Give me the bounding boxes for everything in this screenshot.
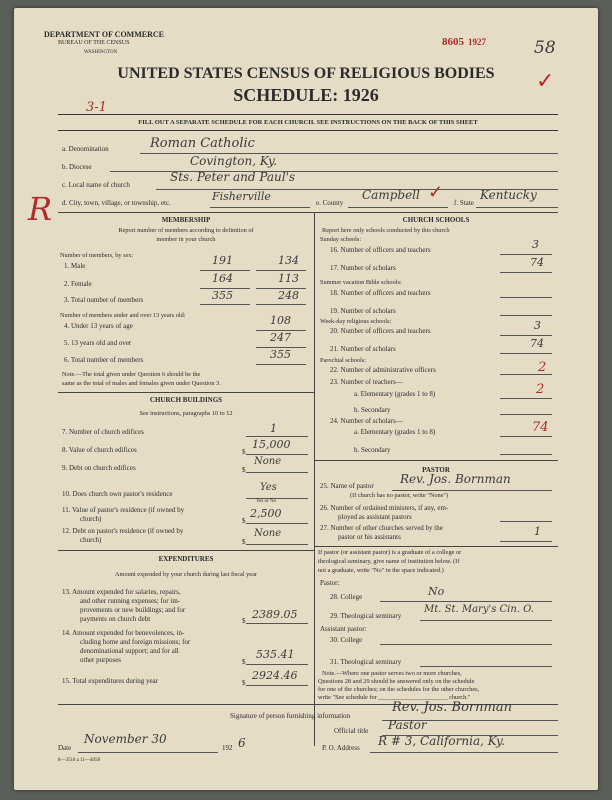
q7-value: 1 — [270, 422, 277, 435]
pastor-note: Note.—Where one pastor serves two or more churches, — [322, 670, 462, 677]
graduate-instructions: not a graduate, write "No" in the space indicated.) — [318, 567, 444, 574]
q23-label: 23. Number of teachers— — [330, 378, 403, 386]
city-label: d. City, town, village, or township, etc. — [62, 199, 171, 207]
official-title-value: Pastor — [388, 718, 427, 732]
q4-value: 108 — [270, 314, 291, 327]
date-label: Date — [58, 744, 72, 752]
department-name: DEPARTMENT OF COMMERCE — [44, 30, 165, 39]
signature-label: Signature of person furnishing information — [230, 712, 351, 720]
official-title-label: Official title — [334, 727, 369, 735]
form-title: UNITED STATES CENSUS OF RELIGIOUS BODIES — [117, 65, 495, 82]
form-number: 8—3518 a 11—4058 — [58, 758, 101, 763]
q6-value: 355 — [270, 348, 291, 361]
q1-label: 1. Male — [64, 262, 86, 270]
q6-label: 6. Total number of members — [64, 356, 144, 364]
q21-value: 74 — [530, 337, 544, 350]
membership-intro: Report number of members according to definition of — [118, 227, 254, 234]
q14-label: other purposes — [80, 656, 122, 664]
pastor-heading: PASTOR — [422, 466, 450, 474]
city-value: Fisherville — [212, 190, 271, 203]
q2-label: 2. Female — [64, 280, 92, 288]
q3-value: 355 — [212, 289, 233, 302]
q23b-label: b. Secondary — [354, 406, 391, 414]
q22-value: 2 — [538, 360, 547, 375]
dollar-sign: $ — [242, 658, 246, 666]
address-value: R # 3, California, Ky. — [378, 734, 505, 748]
q15-value: 2924.46 — [252, 669, 298, 682]
buildings-heading: CHURCH BUILDINGS — [149, 396, 223, 404]
q29-value: Mt. St. Mary's Cin. O. — [424, 604, 534, 615]
weekday-label: Week-day religious schools: — [320, 318, 392, 325]
q9-value: None — [254, 456, 282, 467]
q1-value-alt: 134 — [278, 254, 299, 267]
signature-value: Rev. Jos. Bornman — [392, 700, 512, 715]
state-label: f. State — [454, 199, 474, 207]
q22-label: 22. Number of administrative officers — [330, 366, 436, 374]
dollar-sign: $ — [242, 448, 246, 456]
q21-label: 21. Number of scholars — [330, 345, 396, 353]
church-name-value: Sts. Peter and Paul's — [170, 170, 296, 184]
q11-label: church) — [80, 515, 102, 523]
diocese-value: Covington, Ky. — [190, 154, 278, 168]
received-stamp — [442, 36, 486, 48]
q12-value: None — [254, 528, 282, 539]
q24-label: 24. Number of scholars— — [330, 417, 403, 425]
q8-value: 15,000 — [252, 438, 291, 451]
dollar-sign: $ — [242, 679, 246, 687]
instruction-bar: FILL OUT A SEPARATE SCHEDULE FOR EACH CHURCH. SEE INSTRUCTIONS ON THE BACK OF THIS SHEET — [58, 114, 558, 131]
q29-label: 29. Theological seminary — [330, 612, 402, 620]
stamp-number: 8605 — [442, 36, 464, 48]
q19-label: 19. Number of scholars — [330, 307, 396, 315]
denomination-label: a. Denomination — [62, 145, 109, 153]
q23a-label: a. Elementary (grades 1 to 8) — [354, 390, 436, 398]
dollar-sign: $ — [242, 617, 246, 625]
q8-label: 8. Value of church edifices — [62, 446, 137, 454]
q17-label: 17. Number of scholars — [330, 264, 396, 272]
date-value: November 30 — [84, 732, 167, 746]
pastor-note: Questions 28 and 29 should be answered only on the schedule — [318, 678, 475, 685]
q24a-value: 74 — [532, 420, 549, 435]
q14-value: 535.41 — [256, 648, 295, 661]
q27-label: 27. Number of other churches served by the — [320, 524, 443, 532]
year-prefix: 192 — [222, 744, 233, 752]
q27-value: 1 — [534, 525, 541, 538]
q12-label: church) — [80, 536, 102, 544]
q17-value: 74 — [530, 256, 544, 269]
q10-label: 10. Does church own pastor's residence — [62, 490, 173, 498]
side-mark: 3-1 — [86, 100, 107, 115]
q10-value: Yes — [260, 482, 277, 493]
q14-label: cluding home and foreign missions; for — [80, 638, 191, 646]
q15-label: 15. Total expenditures during year — [62, 677, 158, 685]
stamp-year: 1927 — [468, 37, 486, 47]
q13-label: 13. Amount expended for salaries, repairs, — [62, 588, 181, 596]
q16-value: 3 — [532, 238, 539, 251]
schedule-title: SCHEDULE: 1926 — [233, 85, 379, 105]
county-label: e. County — [316, 199, 344, 207]
q5-label: 5. 13 years old and over — [64, 339, 132, 347]
q27-label: pastor or his assistants — [338, 533, 401, 541]
q2-value: 164 — [212, 272, 233, 285]
diocese-label: b. Diocese — [62, 163, 92, 171]
q28-value: No — [428, 585, 445, 598]
q13-value: 2389.05 — [252, 608, 298, 621]
corner-number: 58 — [534, 38, 556, 58]
q25-note: (If church has no pastor, write "None") — [350, 492, 449, 499]
schools-intro: Report here only schools conducted by this church — [322, 227, 450, 234]
q11-value: 2,500 — [250, 507, 282, 520]
membership-intro: member in your church — [156, 236, 216, 243]
graduate-instructions: theological seminary, give name of institution below. (If — [318, 558, 460, 565]
q23a-value: 2 — [536, 382, 545, 397]
denomination-value: Roman Catholic — [150, 136, 255, 151]
red-check-icon: ✓ — [536, 68, 555, 93]
membership-heading: MEMBERSHIP — [161, 216, 211, 224]
parochial-label: Parochial schools: — [320, 357, 366, 364]
q30-label: 30. College — [330, 636, 363, 644]
q13-label: provements or new buildings; and for — [80, 606, 186, 614]
q1-value: 191 — [212, 254, 233, 267]
q5-value: 247 — [270, 331, 291, 344]
summer-label: Summer vacation Bible schools: — [320, 279, 402, 286]
sunday-label: Sunday schools: — [320, 236, 362, 243]
red-r-mark: R — [28, 190, 53, 228]
q9-label: 9. Debt on church edifices — [62, 464, 136, 472]
state-value: Kentucky — [480, 188, 537, 202]
q18-label: 18. Number of officers and teachers — [330, 289, 431, 297]
q20-value: 3 — [534, 319, 541, 332]
q14-label: 14. Amount expended for benevolences, in- — [62, 629, 185, 637]
q2-value-alt: 113 — [278, 272, 299, 285]
q26-label: ployed as assistant pastors — [338, 513, 412, 521]
q7-label: 7. Number of church edifices — [62, 428, 144, 436]
expenditures-intro: Amount expended by your church during last fiscal year — [115, 571, 257, 578]
department-header — [44, 30, 164, 57]
q3-value-alt: 248 — [278, 289, 299, 302]
q31-label: 31. Theological seminary — [330, 658, 402, 666]
q16-label: 16. Number of officers and teachers — [330, 246, 431, 254]
yes-no-hint: Yes or No — [256, 499, 277, 504]
membership-note: same as the total of males and females given under Question 3. — [62, 380, 221, 387]
expenditures-heading: EXPENDITURES — [158, 555, 214, 563]
q14-label: denominational support; and for all — [80, 647, 179, 655]
red-check-icon: ✓ — [428, 182, 444, 202]
year-value: 6 — [238, 736, 246, 750]
q13-label: and other running expenses; for im- — [80, 597, 181, 605]
pastor-note: write "See schedule for ______________________ church." — [318, 694, 471, 701]
membership-note: Note.—The total given under Question 6 should be the — [62, 371, 201, 378]
county-value: Campbell — [362, 188, 420, 202]
dollar-sign: $ — [242, 517, 246, 525]
q25-label: 25. Name of pastor — [320, 482, 374, 490]
church-name-label: c. Local name of church — [62, 181, 130, 189]
q20-label: 20. Number of officers and teachers — [330, 327, 431, 335]
q11-label: 11. Value of pastor's residence (if owned by — [62, 506, 185, 514]
dollar-sign: $ — [242, 466, 246, 474]
q12-label: 12. Debt on pastor's residence (if owned by — [62, 527, 184, 535]
q28-label: 28. College — [330, 593, 363, 601]
q4-label: 4. Under 13 years of age — [64, 322, 133, 330]
q24b-label: b. Secondary — [354, 446, 391, 454]
q3-label: 3. Total number of members — [64, 296, 144, 304]
pastor-note: for one of the churches; on the schedules for the other churches, — [318, 686, 480, 693]
q24a-label: a. Elementary (grades 1 to 8) — [354, 428, 436, 436]
dollar-sign: $ — [242, 538, 246, 546]
graduate-instructions: If pastor (or assistant pastor) is a graduate of a college or — [318, 549, 462, 556]
pastor-sub-label: Pastor: — [320, 579, 340, 587]
schools-heading: CHURCH SCHOOLS — [402, 216, 470, 224]
q13-label: payments on church debt — [80, 615, 151, 623]
q26-label: 26. Number of ordained ministers, if any, em- — [320, 504, 449, 512]
age-label: Number of members under and over 13 years old: — [60, 312, 186, 319]
sex-label: Number of members, by sex: — [60, 252, 134, 259]
q25-value: Rev. Jos. Bornman — [400, 472, 511, 486]
bureau-name: BUREAU OF THE CENSUS — [58, 40, 130, 46]
assistant-pastor-label: Assistant pastor: — [320, 625, 367, 633]
buildings-intro: See instructions, paragraphs 10 to 12 — [139, 410, 233, 417]
city-name: WASHINGTON — [84, 50, 118, 55]
address-label: P. O. Address — [322, 744, 360, 752]
